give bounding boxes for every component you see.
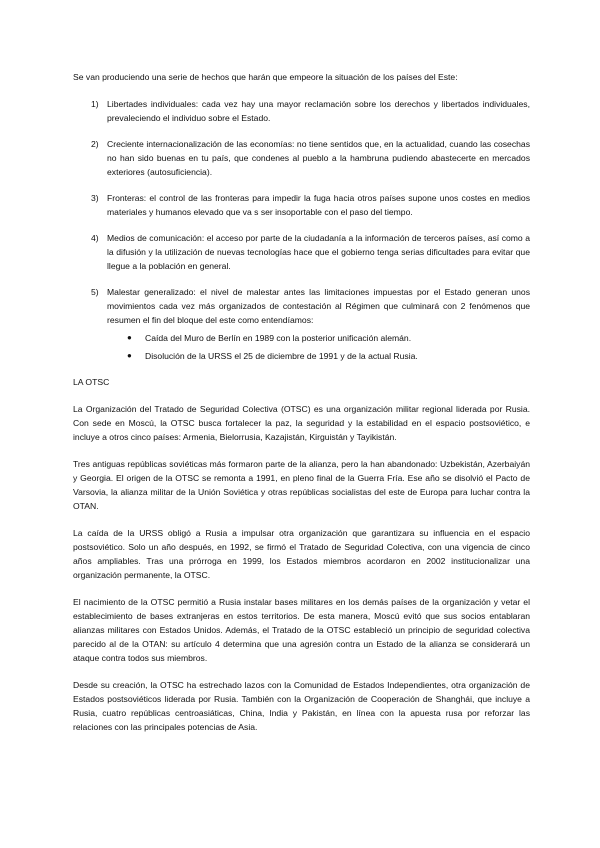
bullet-item bbox=[107, 349, 530, 363]
list-item-number: 3) bbox=[91, 193, 99, 203]
list-item-number: 5) bbox=[91, 287, 99, 297]
section-heading: LA OTSC bbox=[73, 377, 110, 387]
list-item-number: 2) bbox=[91, 139, 99, 149]
body-paragraph: La caída de la URSS obligó a Rusia a impulsar otra organización que garantizara su influencia en el espacio postsoviético. Solo un año después, en 1992, se firmó el Tratado de Seguridad Colectiva, con una vigencia de cinco años ampliables. Tras una prórroga en 1999, los Estados miembros acordaron en 2002 institucionalizar una organización permanente, la OTSC. bbox=[73, 528, 530, 580]
numbered-list bbox=[73, 97, 530, 363]
list-item bbox=[73, 285, 530, 363]
bullet-icon: ● bbox=[127, 351, 132, 360]
list-item-text: Creciente internacionalización de las economías: no tiene sentidos que, en la actualidad, cuando las cosechas no han sido buenas en tu país, que condenes al pueblo a la hambruna pudiendo abastecerte en mercados exteriores (autosuficiencia). bbox=[107, 139, 530, 177]
body-paragraph: Desde su creación, la OTSC ha estrechado lazos con la Comunidad de Estados Independientes, otra organización de Estados postsoviéticos liderada por Rusia. También con la Organización de Cooperación de Shanghái, que incluye a Rusia, cuatro repúblicas centroasiáticas, China, India y Pakistán, en línea con la apuesta rusa por reforzar las relaciones con las principales potencias de Asia. bbox=[73, 680, 530, 732]
list-item-text: Malestar generalizado: el nivel de malestar antes las limitaciones impuestas por el Estado generan unos movimientos cada vez más organizados de contestación al Régimen que culminará con 2 fenómenos que resumen el fin del bloque del este como entendíamos: bbox=[107, 287, 530, 325]
bullet-list bbox=[107, 331, 530, 363]
body-paragraph: La Organización del Tratado de Seguridad Colectiva (OTSC) es una organización militar regional liderada por Rusia. Con sede en Moscú, la OTSC busca fortalecer la paz, la seguridad y la estabilidad en el espacio postsoviético, e incluye a otros cinco países: Armenia, Bielorrusia, Kazajistán, Kirguistán y Tayikistán. bbox=[73, 404, 530, 442]
list-item-number: 4) bbox=[91, 233, 99, 243]
body-paragraph: Tres antiguas repúblicas soviéticas más formaron parte de la alianza, pero la han abandonado: Uzbekistán, Azerbaiyán y Georgia. El origen de la OTSC se remonta a 1991, en pleno final de la Guerra Fría. Ese año se disolvió el Pacto de Varsovia, la alianza militar de la Unión Soviética y otras repúblicas socialistas del este de Europa para luchar contra la OTAN. bbox=[73, 459, 530, 511]
list-item bbox=[73, 191, 530, 219]
intro-paragraph: Se van produciendo una serie de hechos que harán que empeore la situación de los países del Este: bbox=[73, 72, 458, 82]
list-item-text: Libertades individuales: cada vez hay una mayor reclamación sobre los derechos y libertados individuales, prevaleciendo el individuo sobre el Estado. bbox=[107, 99, 530, 123]
document-body bbox=[73, 70, 530, 747]
list-item-text: Medios de comunicación: el acceso por parte de la ciudadanía a la información de terceros países, así como a la difusión y la utilización de nuevas tecnologías hace que el gobierno tenga serias dificultades para evitar que llegue a la población en general. bbox=[107, 233, 530, 271]
bullet-item-text: Caída del Muro de Berlín en 1989 con la posterior unificación alemán. bbox=[145, 333, 412, 343]
body-paragraph: El nacimiento de la OTSC permitió a Rusia instalar bases militares en los demás países de la organización y vetar el establecimiento de bases extranjeras en estos territorios. De esta manera, Moscú evitó que sus socios entablaran alianzas militares con Estados Unidos. Además, el Tratado de la OTSC estableció un principio de seguridad colectiva parecido al de la OTAN: su artículo 4 determina que una agresión contra un Estado de la alianza se considerará un ataque contra todos sus miembros. bbox=[73, 597, 530, 663]
list-item bbox=[73, 231, 530, 273]
list-item-number: 1) bbox=[91, 99, 99, 109]
bullet-item bbox=[107, 331, 530, 345]
list-item bbox=[73, 97, 530, 125]
list-item bbox=[73, 137, 530, 179]
bullet-icon: ● bbox=[127, 333, 132, 342]
bullet-item-text: Disolución de la URSS el 25 de diciembre de 1991 y de la actual Rusia. bbox=[145, 351, 418, 361]
list-item-text: Fronteras: el control de las fronteras para impedir la fuga hacia otros países supone unos costes en medios materiales y humanos elevado que va s ser insoportable con el paso del tiempo. bbox=[107, 193, 530, 217]
